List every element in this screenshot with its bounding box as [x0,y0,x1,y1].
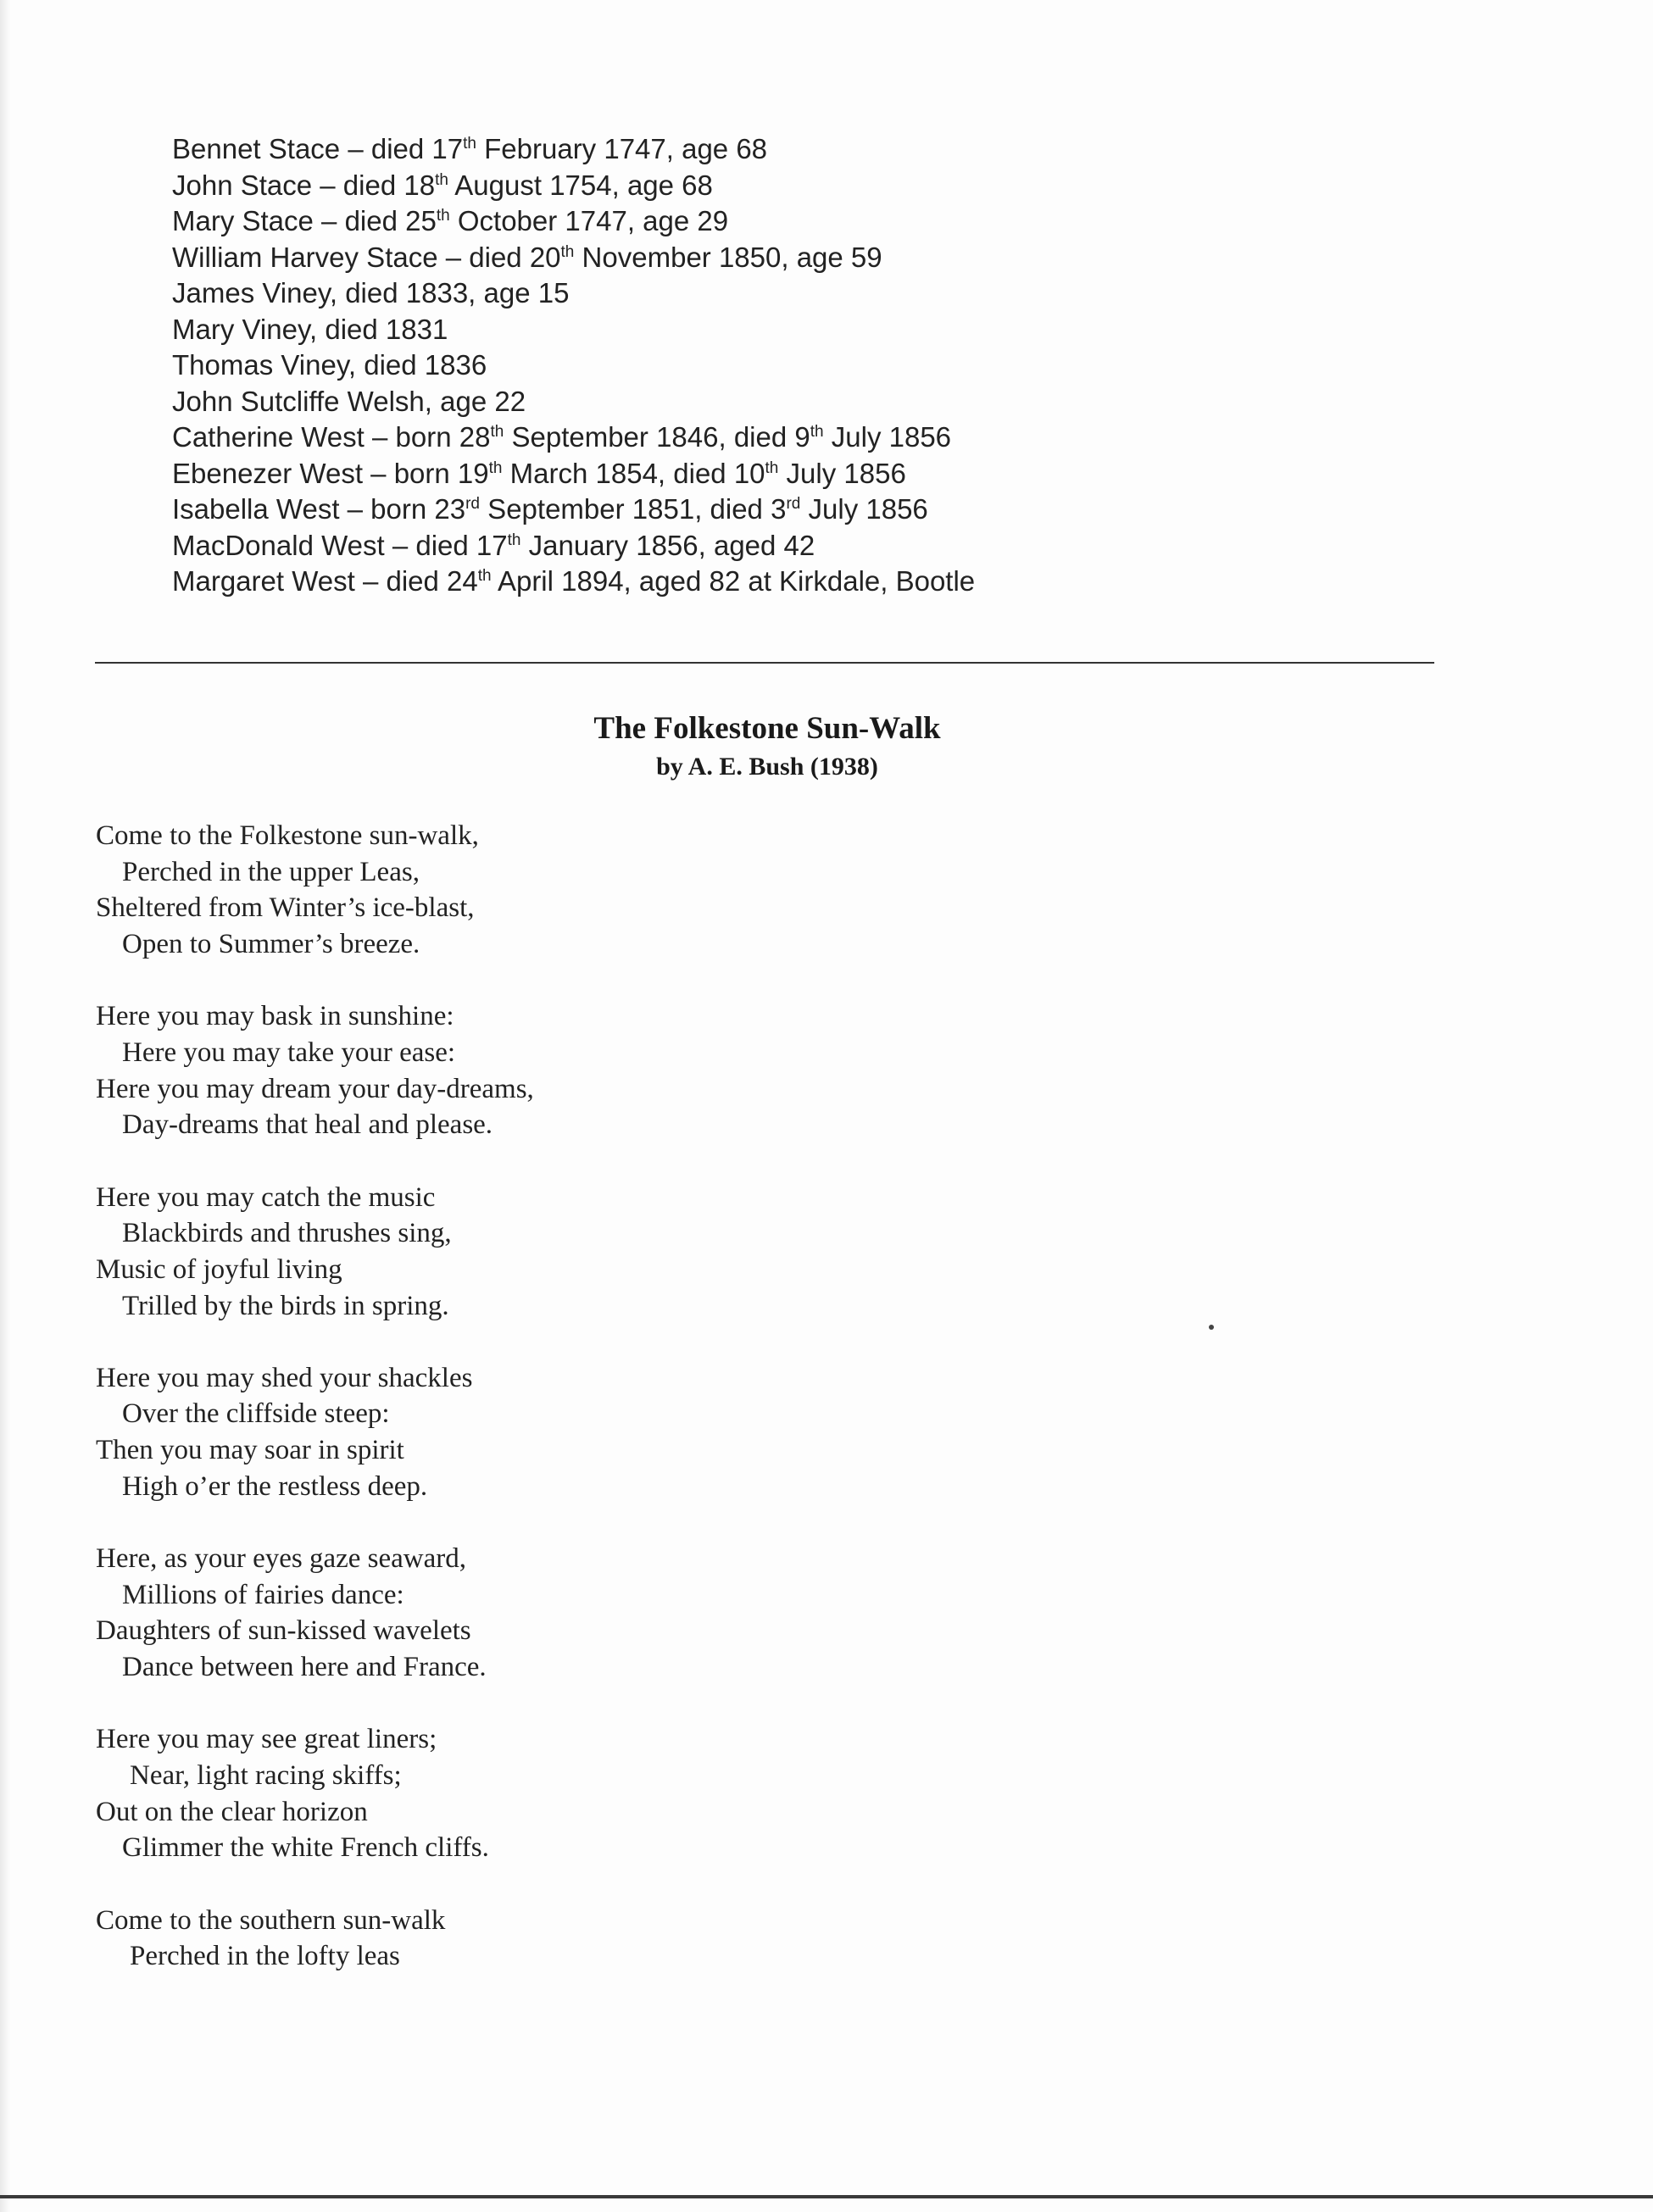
record-line: Margaret West – died 24th April 1894, aged 82 at Kirkdale, Bootle [172,565,976,597]
section-divider [95,662,1434,664]
poem-stanza [96,1903,534,1975]
poem-line: Out on the clear horizon [96,1796,368,1827]
poem-line: Perched in the upper Leas, [122,856,420,887]
record-line: Ebenezer West – born 19th March 1854, died 10th July 1856 [172,457,906,489]
poem-stanza [96,1180,534,1325]
poem-line: Here you may catch the music [96,1181,436,1213]
record-line: John Stace – died 18th August 1754, age 68 [172,169,713,201]
record-line: Mary Stace – died 25th October 1747, age 29 [172,205,729,236]
poem-line: High o’er the restless deep. [122,1470,428,1502]
poem-line: Dance between here and France. [122,1652,487,1683]
scan-bottom-edge [0,2195,1653,2198]
poem-stanza [96,1721,534,1866]
record-line: MacDonald West – died 17th January 1856, aged 42 [172,529,815,561]
poem-line: Trilled by the birds in spring. [122,1290,449,1321]
poem-line: Open to Summer’s breeze. [122,929,420,960]
poem-line: Glimmer the white French cliffs. [122,1832,489,1864]
poem-byline: by A. E. Bush (1938) [656,753,878,781]
poem-stanza [96,1360,534,1505]
poem-line: Near, light racing skiffs; [130,1759,402,1791]
scan-speck [1209,1325,1214,1330]
poem-stanza [96,998,534,1143]
poem-line: Here you may shed your shackles [96,1362,473,1393]
poem-line: Over the cliffside steep: [122,1398,390,1430]
poem-line: Come to the Folkestone sun-walk, [96,820,479,851]
burial-records-list [172,131,975,600]
record-line: William Harvey Stace – died 20th November 1850, age 59 [172,241,882,273]
poem-line: Here, as your eyes gaze seaward, [96,1543,467,1574]
poem-line: Here you may see great liners; [96,1724,437,1755]
poem-line: Day-dreams that heal and please. [122,1109,493,1141]
record-line: James Viney, died 1833, age 15 [172,277,570,308]
poem-line: Here you may bask in sunshine: [96,1001,454,1032]
poem-line: Perched in the lofty leas [130,1941,400,1972]
record-line: Catherine West – born 28th September 1846, died 9th July 1856 [172,421,952,453]
poem-body [96,818,534,2010]
poem-line: Blackbirds and thrushes sing, [122,1218,452,1249]
poem-line: Music of joyful living [96,1253,342,1285]
poem-stanza [96,818,534,963]
poem-stanza [96,1541,534,1686]
page-edge-shadow [0,0,10,2212]
poem-line: Daughters of sun-kissed wavelets [96,1615,471,1647]
poem-line: Come to the southern sun-walk [96,1904,446,1936]
record-line: Isabella West – born 23rd September 1851, died 3rd July 1856 [172,493,928,525]
poem-line: Here you may take your ease: [122,1037,456,1068]
record-line: Mary Viney, died 1831 [172,313,448,345]
record-line: John Sutcliffe Welsh, age 22 [172,385,526,417]
poem-line: Sheltered from Winter’s ice-blast, [96,892,475,924]
poem-line: Then you may soar in spirit [96,1435,404,1466]
record-line: Thomas Viney, died 1836 [172,349,487,381]
poem-line: Millions of fairies dance: [122,1579,404,1610]
poem-line: Here you may dream your day-dreams, [96,1073,534,1104]
record-line: Bennet Stace – died 17th February 1747, age 68 [172,133,768,164]
poem-title: The Folkestone Sun-Walk [593,711,941,746]
